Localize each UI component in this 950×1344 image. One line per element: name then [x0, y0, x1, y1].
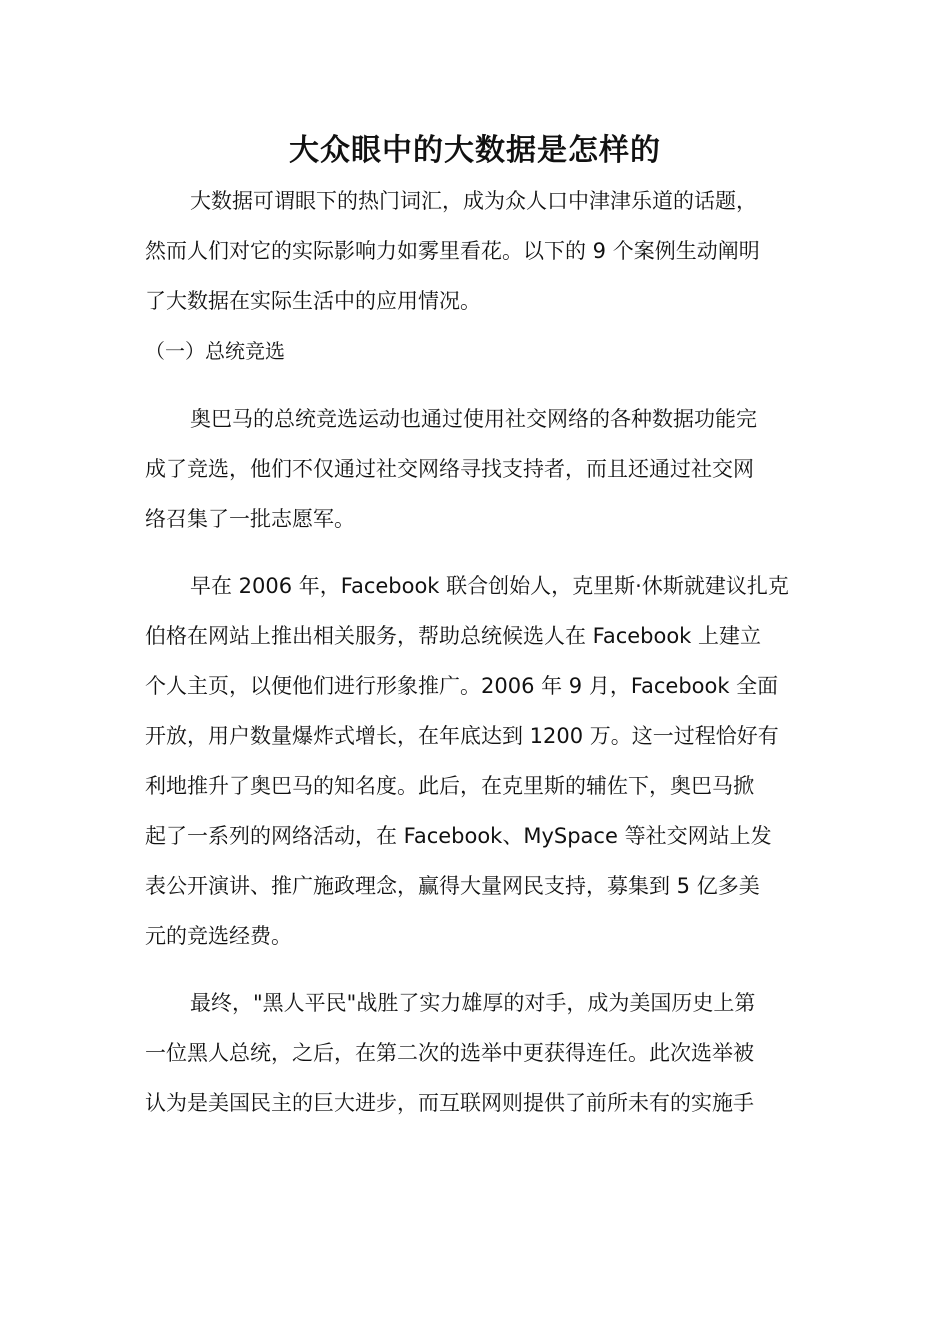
paragraph-line: 伯格在网站上推出相关服务，帮助总统候选人在 Facebook 上建立 [145, 624, 762, 648]
paragraph-2 [145, 561, 813, 961]
intro-paragraph [145, 176, 813, 326]
paragraph-line: 大数据可谓眼下的热门词汇，成为众人口中津津乐道的话题， [190, 189, 757, 213]
section-heading: （一）总统竞选 [145, 339, 285, 363]
paragraph-line: 了大数据在实际生活中的应用情况。 [145, 289, 481, 313]
paragraph-line: 元的竞选经费。 [145, 924, 292, 948]
paragraph-1 [145, 394, 813, 544]
paragraph-line: 个人主页，以便他们进行形象推广。2006 年 9 月，Facebook 全面 [145, 674, 779, 698]
paragraph-line: 最终，"黑人平民"战胜了实力雄厚的对手，成为美国历史上第 [190, 991, 756, 1015]
paragraph-line: 利地推升了奥巴马的知名度。此后，在克里斯的辅佐下，奥巴马掀 [145, 774, 754, 798]
paragraph-line: 然而人们对它的实际影响力如雾里看花。以下的 9 个案例生动阐明 [145, 239, 760, 263]
paragraph-line: 络召集了一批志愿军。 [145, 507, 355, 531]
paragraph-line: 成了竞选，他们不仅通过社交网络寻找支持者，而且还通过社交网 [145, 457, 754, 481]
paragraph-line: 奥巴马的总统竞选运动也通过使用社交网络的各种数据功能完 [190, 407, 757, 431]
document-title: 大众眼中的大数据是怎样的 [289, 133, 661, 168]
paragraph-line: 表公开演讲、推广施政理念，赢得大量网民支持，募集到 5 亿多美 [145, 874, 760, 898]
paragraph-line: 一位黑人总统，之后，在第二次的选举中更获得连任。此次选举被 [145, 1041, 754, 1065]
paragraph-line: 开放，用户数量爆炸式增长，在年底达到 1200 万。这一过程恰好有 [145, 724, 779, 748]
paragraph-line: 早在 2006 年，Facebook 联合创始人，克里斯·休斯就建议扎克 [190, 574, 789, 598]
paragraph-line: 认为是美国民主的巨大进步，而互联网则提供了前所未有的实施手 [145, 1091, 754, 1115]
paragraph-3 [145, 978, 813, 1128]
paragraph-line: 起了一系列的网络活动，在 Facebook、MySpace 等社交网站上发 [145, 824, 772, 848]
